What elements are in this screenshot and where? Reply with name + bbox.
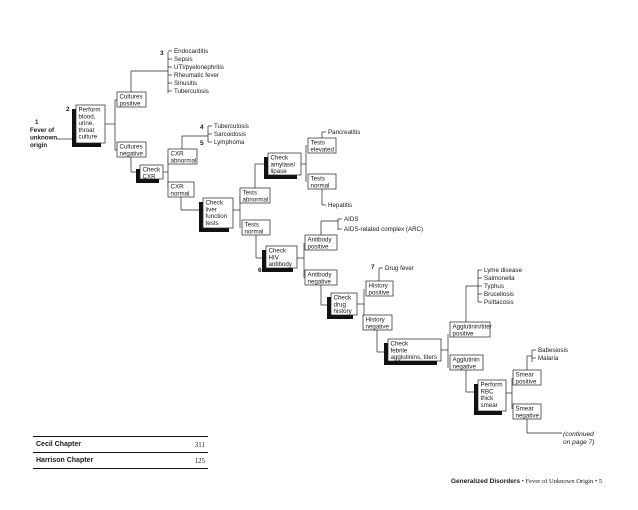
box-text: HIV: [268, 254, 279, 262]
box-text: Antibody: [307, 271, 332, 279]
box-text: positive: [515, 378, 537, 386]
start-number: 1: [35, 119, 39, 126]
box-text: positive: [452, 330, 474, 338]
box-tests-elev: [308, 138, 336, 153]
box-text: History: [365, 316, 385, 324]
outcome-drug-fever: Drug fever: [385, 265, 414, 272]
box-text: Smear: [515, 371, 534, 379]
box-text: normal: [170, 190, 190, 198]
box-text: negative: [515, 412, 539, 420]
box-text: normal: [310, 182, 330, 190]
box-check-amylase: [264, 153, 301, 179]
box-perform-rbc: [474, 380, 506, 415]
box-text: Agglutinin/titer: [452, 323, 492, 331]
box-ab-neg: [305, 270, 337, 285]
box-perform: [72, 105, 105, 147]
box-text: febrile: [390, 347, 408, 355]
chapter-name: Cecil Chapter: [36, 441, 82, 448]
box-text: abnormal: [170, 157, 197, 165]
box-cxr-abn: [168, 149, 197, 164]
outcome-cultures: Sepsis: [174, 56, 193, 63]
box-text: Check: [205, 199, 224, 207]
footer-separator: •: [594, 478, 598, 485]
box-text: urine,: [78, 120, 94, 128]
outcome-agglutinin: Psittacosis: [484, 299, 514, 306]
box-text: negative: [307, 278, 331, 286]
box-smear-neg: [513, 404, 541, 419]
box-ab-pos: [305, 235, 337, 250]
box-text: Smear: [515, 405, 534, 413]
box-cxr-norm: [168, 182, 194, 197]
box-text: Cultures: [119, 93, 143, 101]
box-text: history: [333, 308, 352, 316]
box-text: blood,: [78, 113, 96, 121]
box-text: Perform: [78, 106, 101, 114]
chapter-value: 125: [194, 456, 205, 465]
box-text: CXR: [170, 183, 184, 191]
step-number: 2: [66, 106, 70, 113]
outcome-agglutinin: Salmonella: [484, 275, 515, 282]
box-text: positive: [119, 100, 141, 108]
outcome-cultures: Endocarditis: [174, 48, 209, 55]
step-number: 6: [258, 267, 262, 274]
outcome-cxr: Sarcoidosis: [214, 131, 246, 138]
outcome-number: 3: [160, 50, 164, 57]
box-smear-pos: [513, 370, 541, 385]
page-number: 5: [598, 478, 602, 485]
box-text: agglutinins, titers: [390, 354, 437, 362]
outcome-aids: AIDS-related complex (ARC): [344, 226, 424, 233]
box-text: Check: [268, 247, 287, 255]
outcome-number: 5: [200, 140, 204, 147]
continued-note: on page 7): [563, 439, 595, 446]
box-text: Check: [333, 294, 352, 302]
outcome-cultures: Rheumatic fever: [174, 72, 220, 79]
box-text: positive: [368, 289, 390, 297]
box-text: Check: [142, 166, 161, 174]
chapter-table: [33, 436, 208, 469]
box-text: Tests: [244, 221, 259, 229]
box-cultures-neg: [117, 142, 146, 157]
outcome-cultures: Sinusitis: [174, 80, 198, 87]
box-tests-norm-b: [242, 220, 270, 235]
box-text: amylase/: [270, 161, 296, 169]
box-text: negative: [119, 150, 143, 158]
continued-note: (continued: [563, 431, 594, 438]
box-text: abnormal: [242, 196, 269, 204]
start-label: origin: [30, 142, 48, 149]
footer-title: Fever of Unknown Origin: [525, 478, 594, 485]
box-text: Cultures: [119, 143, 143, 151]
box-text: Tests: [310, 139, 325, 147]
chapter-row-harrison: [33, 453, 208, 469]
start-label: Fever of: [30, 127, 55, 134]
box-text: drug: [333, 301, 346, 309]
box-hist-neg: [363, 315, 392, 330]
chapter-row-cecil: [33, 437, 208, 453]
outcome-smear: Babesiosis: [538, 347, 568, 354]
box-text: positive: [307, 243, 329, 251]
footer-section: Generalized Disorders: [450, 478, 520, 485]
outcome-cxr: Lymphoma: [214, 139, 245, 146]
box-cultures-pos: [117, 92, 146, 107]
box-check-febrile: [384, 339, 441, 365]
box-text: Check: [390, 340, 409, 348]
box-text: antibody: [268, 261, 292, 269]
box-agg-pos: [450, 322, 492, 337]
box-text: RBC: [480, 388, 494, 396]
outcome-hepatitis: Hepatitis: [328, 202, 353, 209]
box-tests-abn: [240, 188, 270, 203]
box-text: CXR: [170, 150, 184, 158]
box-check-drug: [327, 293, 357, 319]
outcome-agglutinin: Brucellosis: [484, 291, 514, 298]
box-text: elevated: [310, 146, 334, 154]
chapter-name: Harrison Chapter: [36, 457, 94, 464]
box-text: function: [205, 213, 228, 221]
page-footer: [451, 478, 602, 485]
outcome-smear: Malaria: [538, 355, 559, 362]
outcome-agglutinin: Typhus: [484, 283, 504, 290]
box-text: Perform: [480, 381, 503, 389]
outcome-agglutinin: Lyme disease: [484, 267, 522, 274]
start-label: unknown: [30, 134, 58, 142]
box-text: negative: [452, 363, 476, 371]
box-text: Agglutinin: [452, 356, 480, 364]
box-check-lft: [199, 198, 233, 232]
box-text: History: [368, 282, 388, 290]
box-text: tests: [205, 219, 219, 227]
box-hist-pos: [366, 281, 393, 296]
box-text: lipase: [270, 168, 287, 176]
chapter-value: 311: [194, 440, 205, 449]
outcome-cultures: Tuberculosis: [174, 88, 209, 95]
box-check-hiv: [262, 246, 297, 272]
box-text: smear: [480, 401, 498, 409]
box-text: liver: [205, 206, 217, 214]
box-text: Tests: [242, 189, 257, 197]
outcome-number: 7: [371, 264, 375, 271]
outcome-pancreatitis: Pancreatitis: [328, 129, 361, 136]
box-check-cxr: [136, 165, 163, 183]
box-text: CXR: [142, 173, 156, 181]
outcome-cultures: UTI/pyelonephritis: [174, 64, 224, 71]
outcome-cxr: Tuberculosis: [214, 123, 249, 130]
box-text: thick: [480, 395, 494, 403]
outcome-number: 4: [200, 124, 204, 131]
box-text: negative: [365, 323, 389, 331]
box-text: normal: [244, 228, 264, 236]
outcome-aids: AIDS: [344, 216, 359, 223]
box-agg-neg: [450, 355, 483, 370]
box-text: Tests: [310, 175, 325, 183]
footer-separator: •: [521, 478, 524, 485]
box-text: throat: [78, 126, 95, 134]
box-tests-norm-a: [308, 174, 336, 189]
box-text: Check: [270, 154, 289, 162]
box-text: culture: [78, 133, 98, 141]
box-text: Antibody: [307, 236, 332, 244]
